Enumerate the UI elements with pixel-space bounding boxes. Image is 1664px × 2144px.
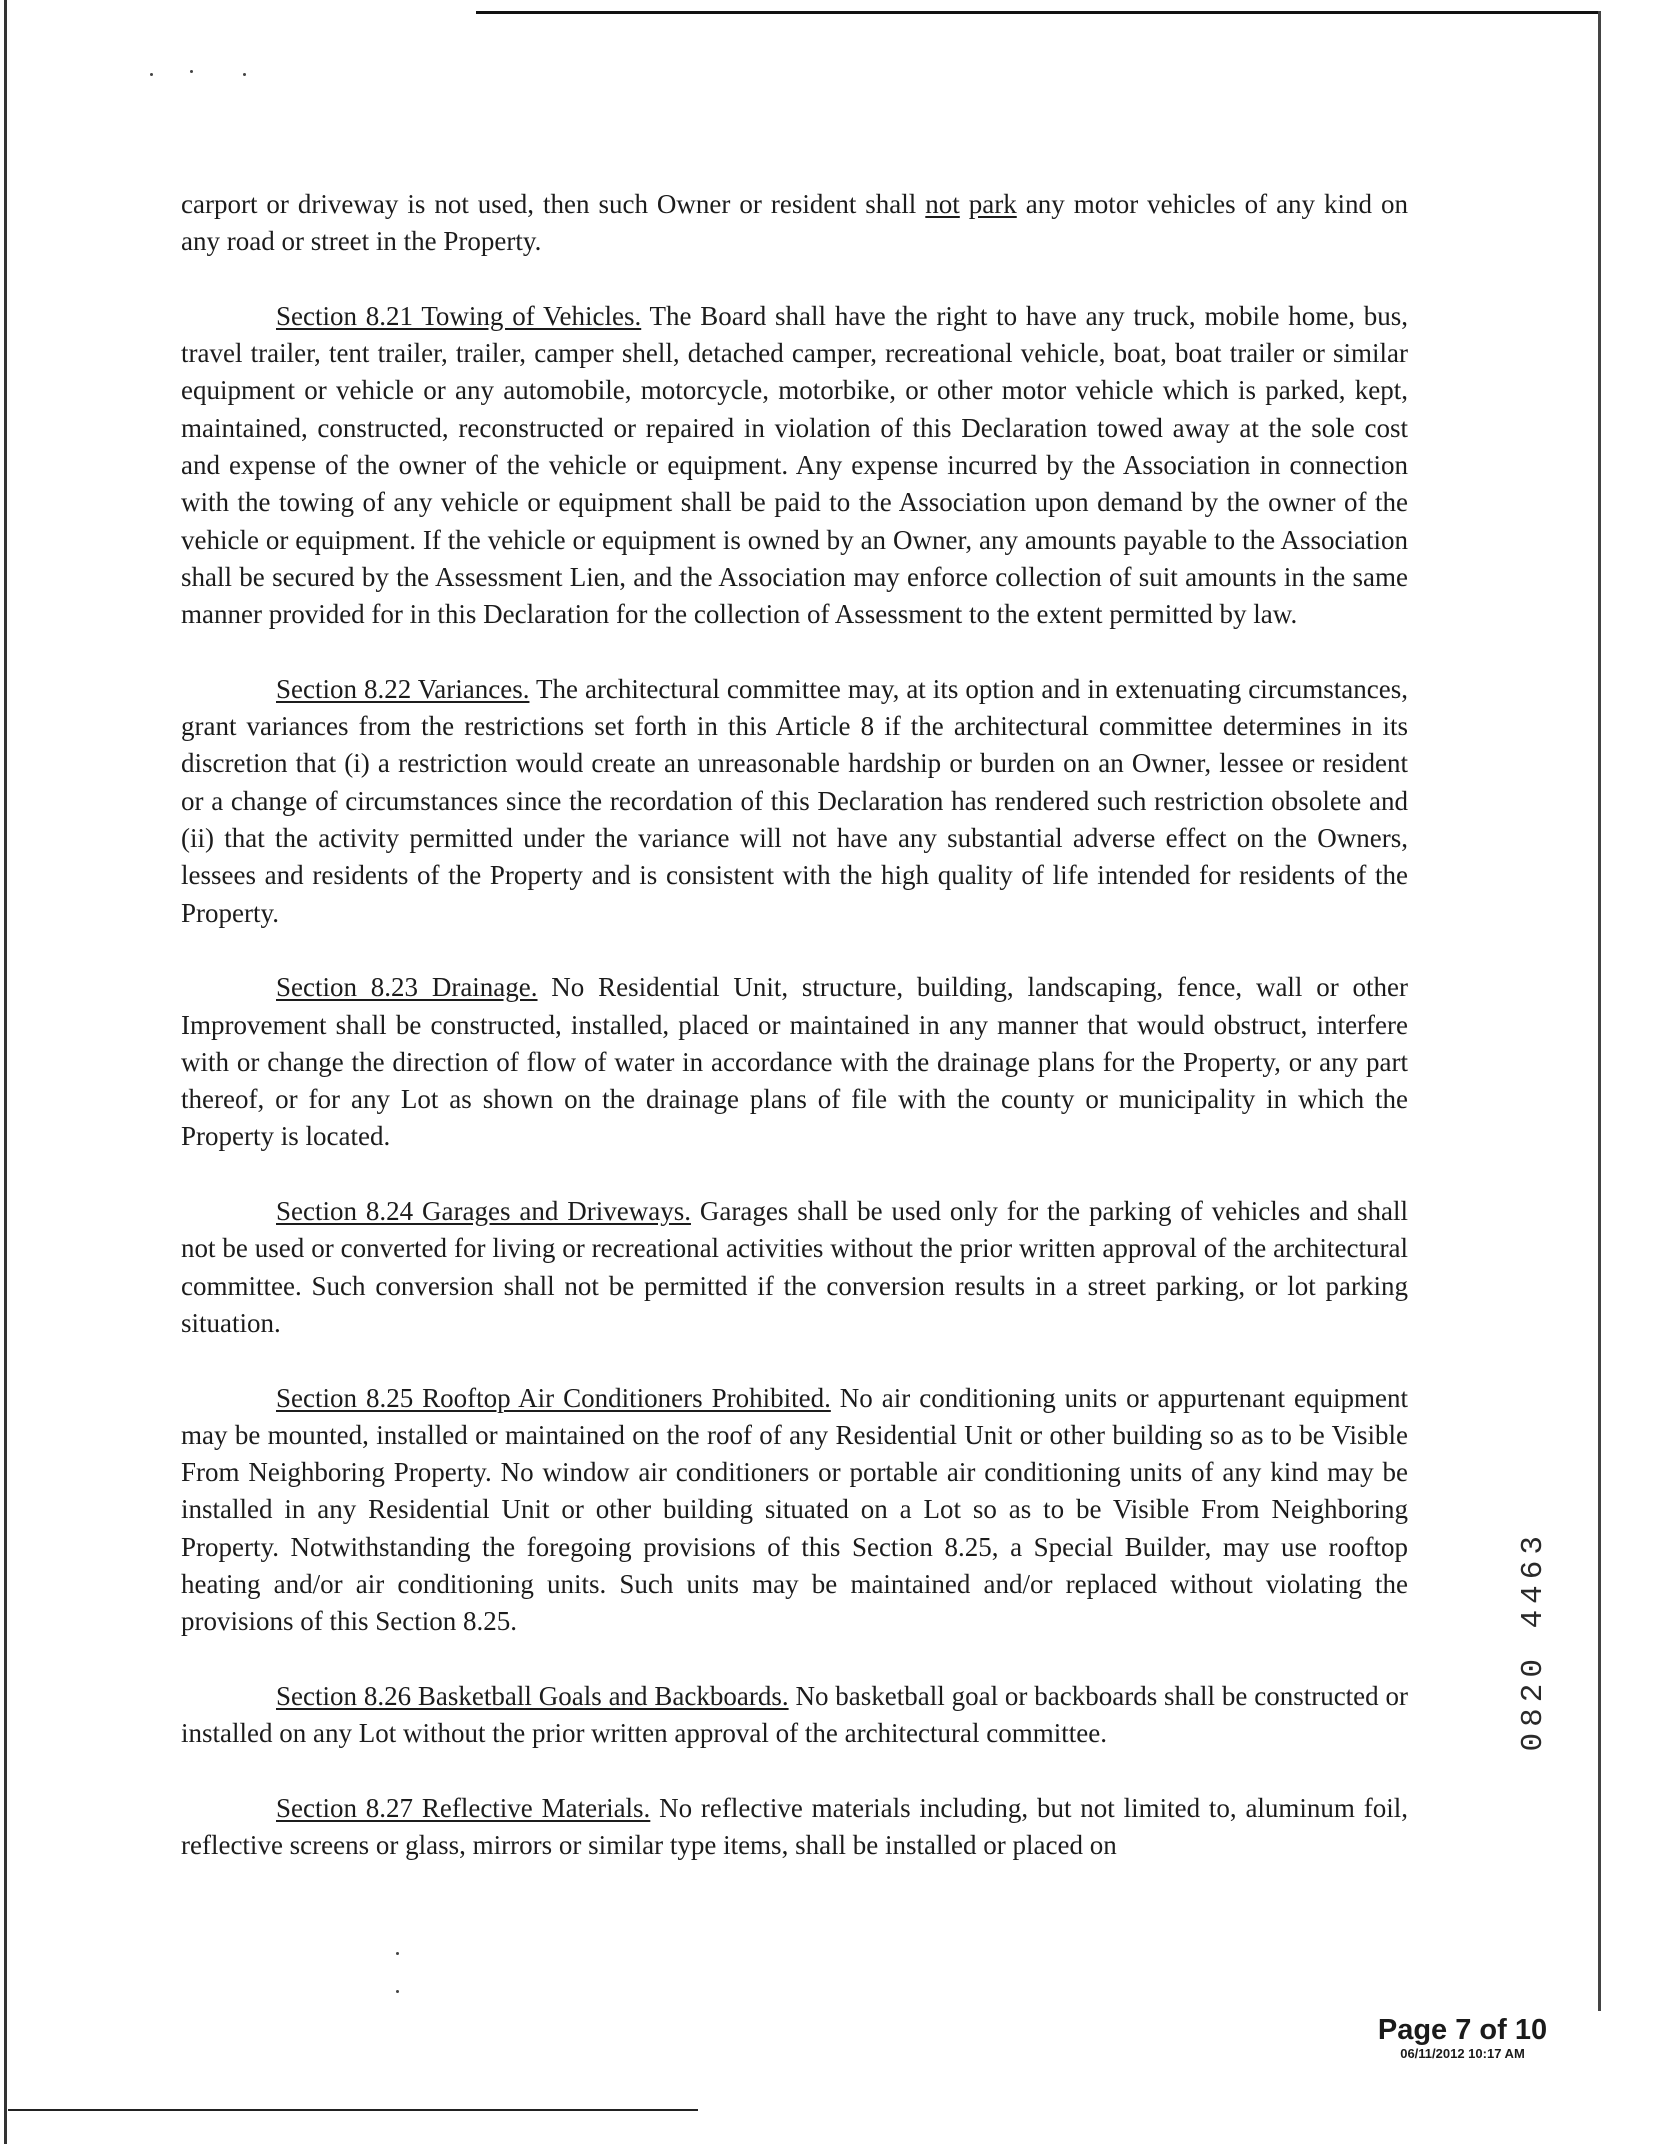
- section-8-24-heading: Section 8.24 Garages and Driveways.: [276, 1196, 691, 1227]
- section-8-27-heading: Section 8.27 Reflective Materials.: [276, 1792, 651, 1823]
- section-8-24-text: Garages shall be used only for the parking of vehicles and shall not be used or converted for living or recreational activities without the prior written approval of the architectural committee. Such conversion shall not be permitted if the conversion results in a street parking, or lot parking situation.: [181, 1196, 1408, 1338]
- page-top-border: [476, 11, 1600, 14]
- section-8-27-text: No reflective materials including, but not limited to, aluminum foil, reflective screens or glass, mirrors or similar type items, shall be installed or placed on: [181, 1792, 1408, 1861]
- page-right-border: [1598, 11, 1601, 2011]
- scan-speck: [150, 73, 153, 76]
- section-8-21-paragraph: [181, 298, 1408, 634]
- section-8-21-heading: Section 8.21 Towing of Vehicles.: [276, 300, 642, 331]
- scan-speck: [396, 1990, 399, 1993]
- page-number: Page 7 of 10: [1377, 2014, 1548, 2046]
- section-8-23-heading: Section 8.23 Drainage.: [276, 972, 538, 1003]
- section-8-26-heading: Section 8.26 Basketball Goals and Backboards.: [276, 1680, 789, 1711]
- section-8-25-paragraph: [181, 1380, 1408, 1641]
- section-8-22-heading: Section 8.22 Variances.: [276, 673, 530, 704]
- document-body: [181, 186, 1408, 1864]
- scan-speck: [243, 73, 246, 76]
- section-8-24-paragraph: [181, 1193, 1408, 1342]
- section-8-22-paragraph: [181, 671, 1408, 932]
- paragraph-continuation: carport or driveway is not used, then such Owner or resident shall not park any motor vehicles of any kind on any road or street in the Property.: [181, 189, 1409, 257]
- page-footer: [1370, 2014, 1555, 2062]
- page-left-border: [4, 0, 7, 2144]
- section-8-25-heading: Section 8.25 Rooftop Air Conditioners Prohibited.: [276, 1382, 831, 1413]
- section-8-26-paragraph: [181, 1678, 1408, 1753]
- section-8-25-text: No air conditioning units or appurtenant equipment may be mounted, installed or maintained on the roof of any Residential Unit or other building so as to be Visible From Neighboring Property. No window air conditioners or portable air conditioning units of any kind may be installed in any Residential Unit or other building situated on a Lot so as to be Visible From Neighboring Property. Notwithstanding the foregoing provisions of this Section 8.25, a Special Builder, may use rooftop heating and/or air conditioning units. Such units may be maintained and/or replaced without violating the provisions of this Section 8.25.: [181, 1382, 1408, 1637]
- underlined-word-park: park: [968, 189, 1017, 219]
- section-8-21-text: The Board shall have the right to have any truck, mobile home, bus, travel trailer, tent trailer, trailer, camper shell, detached camper, recreational vehicle, boat, boat trailer or similar equipment or vehicle or any automobile, motorcycle, motorbike, or other motor vehicle which is parked, kept, maintained, constructed, reconstructed or repaired in violation of this Declaration towed away at the sole cost and expense of the owner of the vehicle or equipment. Any expense incurred by the Association in connection with the towing of any vehicle or equipment shall be paid to the Association upon demand by the owner of the vehicle or equipment. If the vehicle or equipment is owned by an Owner, any amounts payable to the Association shall be secured by the Assessment Lien, and the Association may enforce collection of suit amounts in the same manner provided for in this Declaration for the collection of Assessment to the extent permitted by law.: [181, 300, 1408, 630]
- section-8-23-text: No Residential Unit, structure, building, landscaping, fence, wall or other Improvement shall be constructed, installed, placed or maintained in any manner that would obstruct, interfere with or change the direction of flow of water in accordance with the drainage plans for the Property, or any part thereof, or for any Lot as shown on the drainage plans of file with the county or municipality in which the Property is located.: [181, 972, 1408, 1152]
- scan-speck: [190, 70, 193, 73]
- recording-number-stamp: 0820 4463: [1516, 1530, 1551, 1752]
- section-8-23-paragraph: [181, 969, 1408, 1155]
- print-timestamp: 06/11/2012 10:17 AM: [1400, 2046, 1525, 2061]
- section-8-27-paragraph: [181, 1790, 1408, 1865]
- section-8-26-text: No basketball goal or backboards shall be constructed or installed on any Lot without the prior written approval of the architectural committee.: [181, 1680, 1408, 1749]
- scan-speck: [396, 1952, 399, 1955]
- page-bottom-border: [8, 2109, 698, 2111]
- section-8-22-text: The architectural committee may, at its option and in extenuating circumstances, grant variances from the restrictions set forth in this Article 8 if the architectural committee determines in its discretion that (i) a restriction would create an unreasonable hardship or burden on an Owner, lessee or resident or a change of circumstances since the recordation of this Declaration has rendered such restriction obsolete and (ii) that the activity permitted under the variance will not have any substantial adverse effect on the Owners, lessees and residents of the Property and is consistent with the high quality of life intended for residents of the Property.: [181, 673, 1408, 928]
- underlined-word-not: not: [925, 189, 960, 219]
